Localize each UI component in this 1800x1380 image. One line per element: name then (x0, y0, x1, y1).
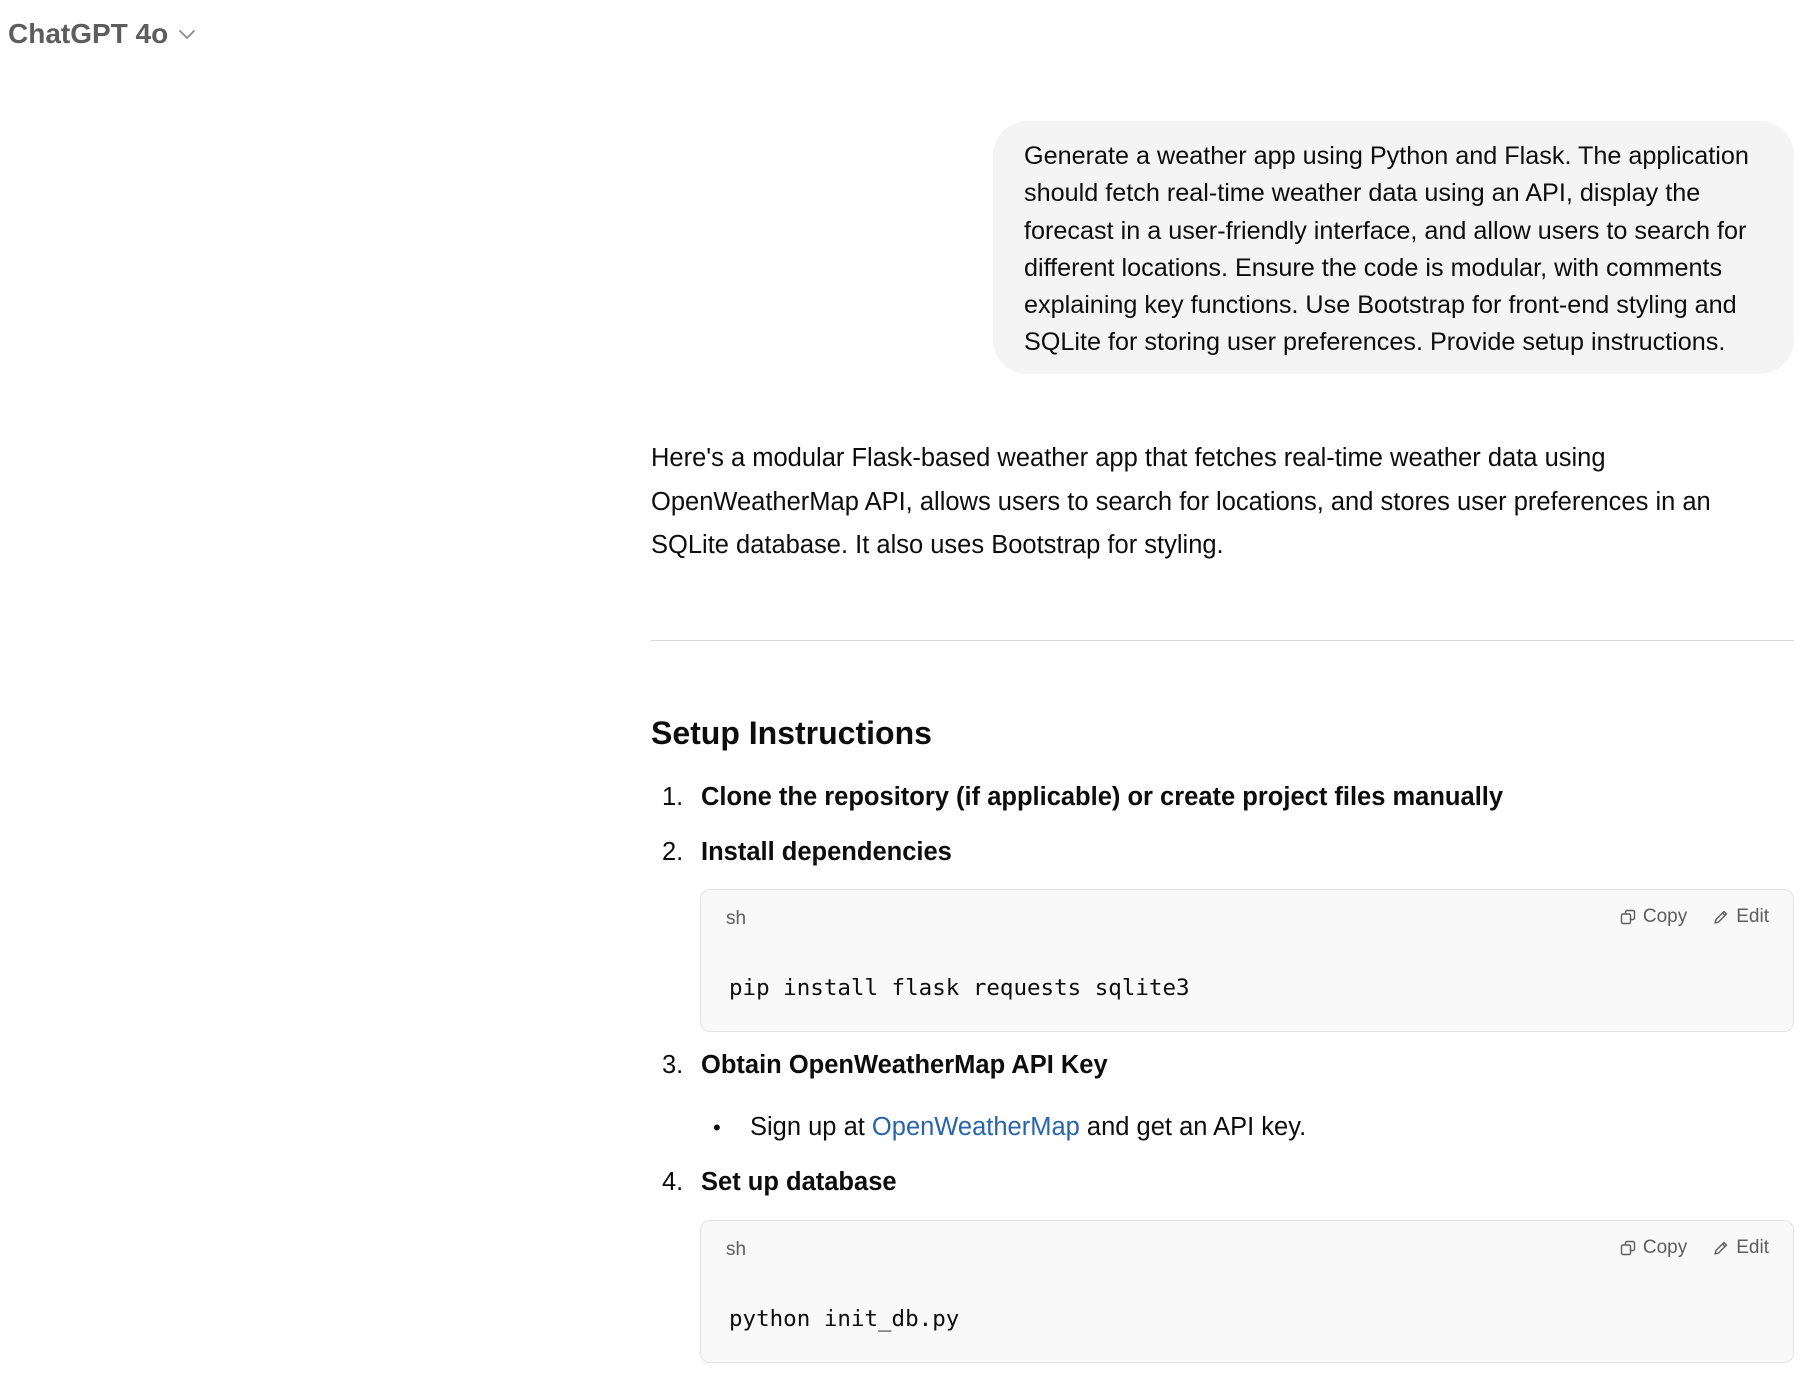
copy-icon (1620, 1240, 1636, 1256)
divider (651, 640, 1794, 641)
bullet-suffix: and get an API key. (1079, 1113, 1307, 1141)
step-number: 4. (662, 1168, 684, 1196)
step-number: 3. (662, 1051, 684, 1079)
pencil-icon (1713, 1240, 1729, 1256)
model-selector[interactable] (8, 18, 196, 50)
assistant-intro: Here's a modular Flask-based weather app that fetches real-time weather data using OpenWeatherMap API, allows users to search for locations, and stores user preferences in an SQLite database. It also uses Bootstrap for styling. (651, 444, 1711, 559)
user-message (993, 121, 1794, 374)
step-2 (662, 838, 952, 867)
copy-icon (1620, 909, 1636, 925)
bullet-item: • Sign up at OpenWeatherMap and get an API key. (713, 1113, 1307, 1141)
step-number: 1. (662, 783, 684, 811)
edit-label: Edit (1736, 1237, 1769, 1258)
code-block (700, 889, 1794, 1032)
step-title: Set up database (701, 1168, 897, 1196)
copy-button[interactable] (1620, 1237, 1687, 1259)
user-message-text: Generate a weather app using Python and Flask. The application should fetch real-time weather data using an API, display the forecast in a user-friendly interface, and allow users to search for different locations. Ensure the code is modular, with comments explaining key functions. Use Bootstrap for front-end styling and SQLite for storing user preferences. Provide setup instructions. (1024, 142, 1749, 357)
code-language-label: sh (726, 908, 747, 929)
edit-label: Edit (1736, 906, 1769, 927)
step-title: Obtain OpenWeatherMap API Key (701, 1051, 1108, 1079)
bullet-prefix: Sign up at (750, 1113, 872, 1141)
model-name: ChatGPT 4o (8, 18, 169, 49)
copy-button[interactable] (1620, 906, 1687, 928)
copy-label: Copy (1642, 906, 1688, 927)
step-number: 2. (662, 838, 684, 866)
pencil-icon (1713, 909, 1729, 925)
step-1 (662, 783, 1503, 812)
step-title: Install dependencies (701, 838, 952, 866)
section-heading: Setup Instructions (651, 715, 932, 751)
edit-button[interactable] (1713, 906, 1769, 928)
assistant-message (651, 437, 1794, 1332)
step-title: Clone the repository (if applicable) or create project files manually (701, 783, 1504, 811)
code-block (700, 1220, 1794, 1363)
code-language-label: sh (726, 1239, 747, 1260)
chevron-down-icon (178, 28, 196, 40)
copy-label: Copy (1642, 1237, 1688, 1258)
code-content: python init_db.py (729, 1306, 960, 1332)
openweathermap-link[interactable]: OpenWeatherMap (871, 1113, 1080, 1141)
step-3 (662, 1051, 1108, 1080)
step-4 (662, 1168, 897, 1197)
edit-button[interactable] (1713, 1237, 1769, 1259)
code-content: pip install flask requests sqlite3 (729, 975, 1190, 1001)
